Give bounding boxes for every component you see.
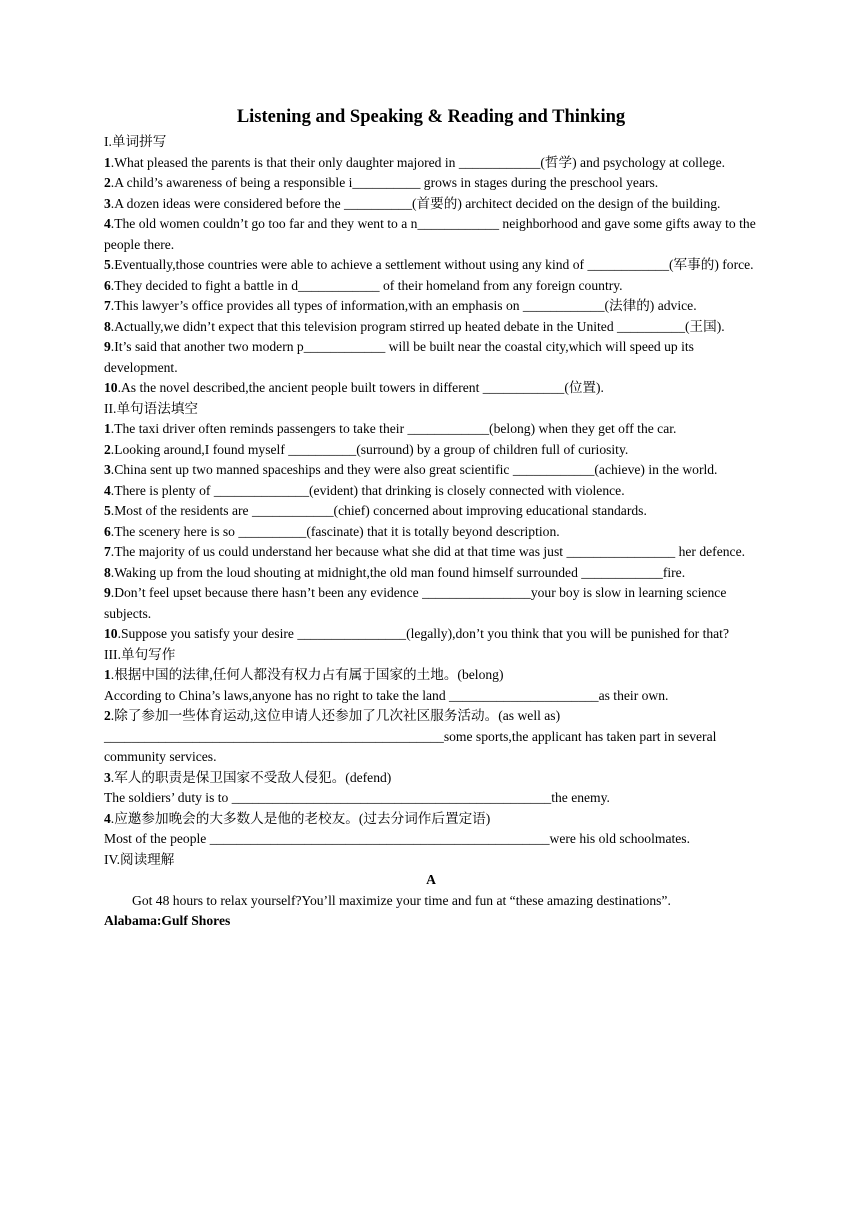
item-number: 5 <box>104 503 111 518</box>
item-number: 8 <box>104 564 111 580</box>
item-number: 10 <box>104 626 118 641</box>
item-chinese: .根据中国的法律,任何人都没有权力占有属于国家的土地。(belong) <box>110 667 504 682</box>
item-text: .The scenery here is so __________(fascinate) that it is totally beyond description. <box>110 523 560 539</box>
item-number: 8 <box>104 318 111 334</box>
page-title: Listening and Speaking & Reading and Thinking <box>236 107 626 127</box>
item-number: 3 <box>104 195 111 211</box>
item-chinese: .除了参加一些体育运动,这位申请人还参加了几次社区服务活动。(as well as) <box>110 708 561 723</box>
item-number: 2 <box>104 175 111 190</box>
item-chinese: .应邀参加晚会的大多数人是他的老校友。(过去分词作后置定语) <box>110 810 491 826</box>
list-item <box>104 153 758 174</box>
list-item <box>104 542 758 563</box>
item-text: .A child’s awareness of being a responsible i__________ grows in stages during the preschool years. <box>110 175 659 190</box>
item-text: .It’s said that another two modern p____________ will be built near the coastal city,which will speed up its development. <box>104 339 694 375</box>
list-item-prompt <box>104 809 758 830</box>
list-item <box>104 583 758 624</box>
item-text: .Most of the residents are ____________(chief) concerned about improving educational standards. <box>110 503 647 518</box>
item-text: .The majority of us could understand her because what she did at that time was just ________________ her defence. <box>110 544 746 559</box>
item-number: 7 <box>104 298 111 313</box>
item-number: 1 <box>104 154 111 170</box>
item-text: .Looking around,I found myself __________(surround) by a group of children full of curiosity. <box>110 441 629 457</box>
list-item <box>104 501 758 522</box>
list-item-answer: Most of the people __________________________________________________were his old schoolmates. <box>104 831 690 846</box>
list-item-answer: __________________________________________________some sports,the applicant has taken part in several community services. <box>104 728 717 764</box>
item-number: 9 <box>104 585 111 600</box>
passage-intro: Got 48 hours to relax yourself?You’ll maximize your time and fun at “these amazing destinations”. <box>132 892 671 908</box>
item-number: 10 <box>104 380 118 395</box>
list-item <box>104 378 758 399</box>
item-text: .Waking up from the loud shouting at midnight,the old man found himself surrounded ____________fire. <box>110 564 686 580</box>
list-item <box>104 214 758 255</box>
item-number: 4 <box>104 482 111 498</box>
passage-subheading <box>104 911 758 932</box>
item-number: 1 <box>104 667 111 682</box>
item-number: 9 <box>104 339 111 354</box>
list-item <box>104 481 758 502</box>
list-item <box>104 563 758 584</box>
item-text: .This lawyer’s office provides all types of information,with an emphasis on ____________(法律的) advice. <box>110 298 697 313</box>
list-item-prompt <box>104 706 758 727</box>
item-number: 1 <box>104 421 111 436</box>
list-item <box>104 173 758 194</box>
item-text: .What pleased the parents is that their only daughter majored in ____________(哲学) and psychology at college. <box>110 154 725 170</box>
list-item <box>104 296 758 317</box>
item-text: .A dozen ideas were considered before the __________(首要的) architect decided on the design of the building. <box>110 195 721 211</box>
item-text: .As the novel described,the ancient people built towers in different ____________(位置). <box>117 380 604 395</box>
item-number: 6 <box>104 277 111 293</box>
list-item-prompt <box>104 768 758 789</box>
section-heading-4: IV.阅读理解 <box>104 851 175 867</box>
list-item-prompt <box>104 665 758 686</box>
item-text: .Suppose you satisfy your desire ________________(legally),don’t you think that you will be punished for that? <box>117 626 729 641</box>
item-text: .The taxi driver often reminds passengers to take their ____________(belong) when they get off the car. <box>110 421 677 436</box>
list-item <box>104 317 758 338</box>
item-text: .Don’t feel upset because there hasn’t been any evidence ________________your boy is slow in learning science subjects. <box>104 585 727 621</box>
list-item <box>104 460 758 481</box>
item-number: 5 <box>104 257 111 272</box>
place-city: Gulf Shores <box>161 913 231 928</box>
place-state: Alabama <box>104 913 157 928</box>
list-item <box>104 522 758 543</box>
item-text: .There is plenty of ______________(evident) that drinking is closely connected with violence. <box>110 482 625 498</box>
item-number: 6 <box>104 523 111 539</box>
list-item <box>104 419 758 440</box>
section-heading-1: I.单词拼写 <box>104 134 167 149</box>
passage-heading: A <box>426 872 436 887</box>
item-text: .They decided to fight a battle in d____________ of their homeland from any foreign country. <box>110 277 623 293</box>
item-text: .Actually,we didn’t expect that this television program stirred up heated debate in the United __________(王国). <box>110 318 725 334</box>
item-number: 7 <box>104 544 111 559</box>
item-number: 3 <box>104 462 111 477</box>
list-item <box>104 255 758 276</box>
part1-list <box>104 153 758 399</box>
item-text: .The old women couldn’t go too far and they went to a n____________ neighborhood and gave some gifts away to the people there. <box>104 216 756 252</box>
item-chinese: .军人的职责是保卫国家不受敌人侵犯。(defend) <box>110 769 392 785</box>
item-text: .China sent up two manned spaceships and they were also great scientific ____________(achieve) in the world. <box>110 462 718 477</box>
list-item <box>104 276 758 297</box>
item-number: 4 <box>104 216 111 231</box>
part2-list <box>104 419 758 645</box>
list-item <box>104 624 758 645</box>
section-heading-3: III.单句写作 <box>104 646 176 662</box>
item-number: 2 <box>104 708 111 723</box>
list-item <box>104 337 758 378</box>
list-item <box>104 194 758 215</box>
document-page <box>104 104 758 932</box>
item-number: 2 <box>104 441 111 457</box>
part3-list <box>104 665 758 850</box>
list-item-answer: According to China’s laws,anyone has no right to take the land ______________________as their own. <box>104 687 669 703</box>
item-text: .Eventually,those countries were able to achieve a settlement without using any kind of ____________(军事的) force. <box>110 257 754 272</box>
list-item <box>104 440 758 461</box>
place-separator: : <box>156 913 162 928</box>
item-number: 3 <box>104 769 111 785</box>
list-item-answer: The soldiers’ duty is to _______________________________________________the enemy. <box>104 790 610 805</box>
section-heading-2: II.单句语法填空 <box>104 400 199 416</box>
item-number: 4 <box>104 810 111 826</box>
